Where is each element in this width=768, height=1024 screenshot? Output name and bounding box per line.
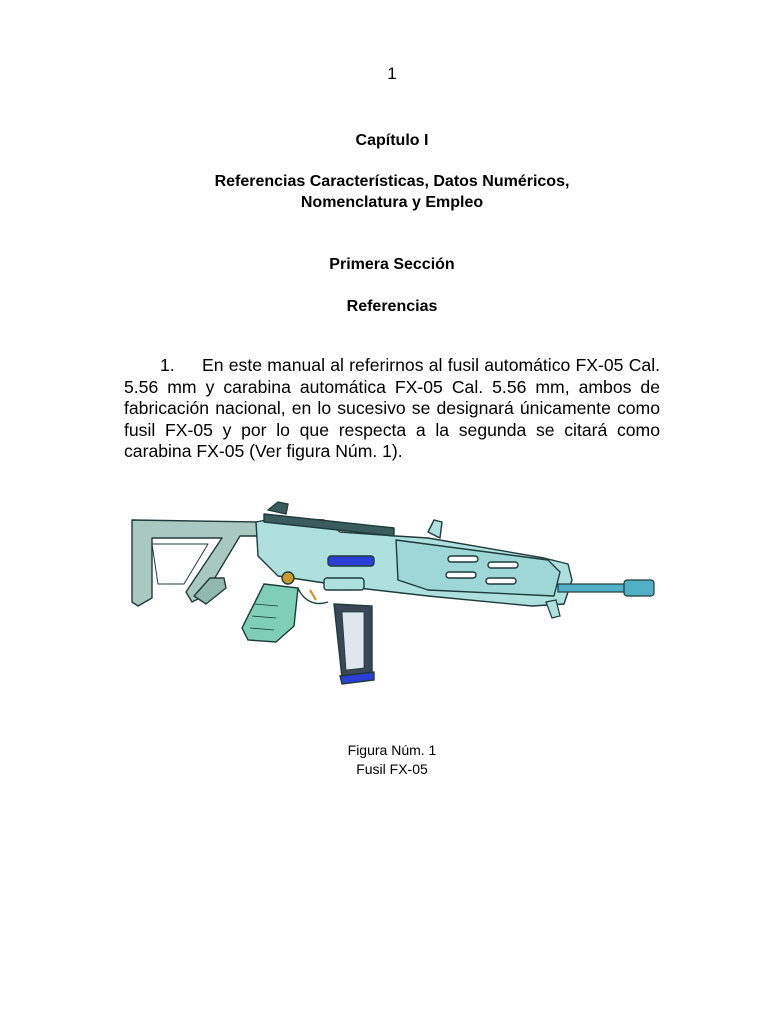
chapter-subtitle: [0, 171, 768, 213]
body-paragraph: [124, 355, 660, 463]
figure-caption-title: Fusil FX-05: [356, 761, 428, 777]
chapter-subtitle-line-2: Nomenclatura y Empleo: [300, 194, 484, 211]
page-number: 1: [387, 64, 397, 83]
figure-caption: [0, 741, 768, 779]
rifle-stock: [132, 520, 264, 606]
chapter-subtitle-line-1: Referencias Características, Datos Numéricos,: [214, 173, 570, 190]
figure-caption-number: Figura Núm. 1: [347, 742, 437, 758]
rifle-grip: [242, 572, 298, 642]
rifle-trigger-guard: [298, 588, 328, 603]
rifle-figure: [128, 492, 664, 688]
rifle-receiver: [256, 502, 572, 606]
chapter-heading: Capítulo I: [355, 132, 429, 149]
section-heading: Primera Sección: [329, 256, 455, 273]
rifle-illustration-icon: [128, 492, 664, 688]
paragraph-text: En este manual al referirnos al fusil automático FX-05 Cal. 5.56 mm y carabina automática FX-05 Cal. 5.56 mm, ambos de fabricación nacional, en lo sucesivo se designará únicamente como fusil FX-05 y por lo que respecta a la segunda se citará como carabina FX-05 (Ver figura Núm. 1).: [124, 355, 660, 462]
rifle-magazine: [334, 604, 374, 684]
paragraph-number: 1.: [160, 355, 175, 375]
references-heading: Referencias: [346, 298, 438, 315]
